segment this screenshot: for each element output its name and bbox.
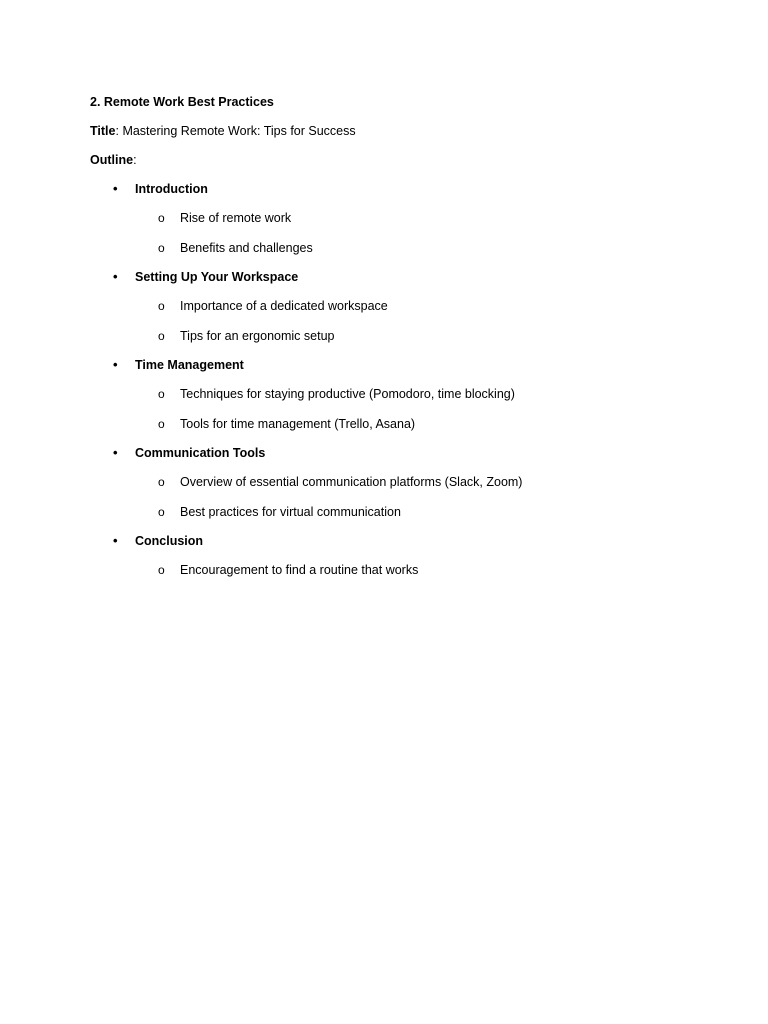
list-item (135, 473, 690, 503)
outline-section-introduction (90, 180, 690, 268)
outline-section-conclusion (90, 532, 690, 591)
title-line (90, 122, 690, 151)
sub-bullet-icon: o (158, 563, 165, 577)
outline-line (90, 151, 690, 180)
sub-bullet-icon: o (158, 387, 165, 401)
sub-bullet-icon: o (158, 416, 165, 431)
section-label: Communication Tools (135, 446, 266, 460)
list-item-text: Best practices for virtual communication (180, 504, 401, 519)
list-item-text: Tools for time management (Trello, Asana) (180, 416, 416, 431)
outline-section-communication-tools (90, 444, 690, 532)
bullet-icon: • (113, 445, 118, 460)
list-item-text: Benefits and challenges (180, 240, 313, 255)
bullet-icon: • (113, 181, 118, 196)
sub-bullet-icon: o (158, 475, 165, 489)
list-item (135, 385, 690, 415)
sub-list (135, 209, 690, 268)
list-item (135, 209, 690, 239)
sub-bullet-icon: o (158, 504, 165, 519)
section-label: Conclusion (135, 534, 204, 548)
list-item (135, 503, 690, 533)
section-label: Setting Up Your Workspace (135, 270, 299, 284)
list-item-text: Techniques for staying productive (Pomodoro, time blocking) (180, 387, 515, 401)
sub-bullet-icon: o (158, 299, 165, 313)
bullet-icon: • (113, 269, 118, 284)
outline-label: Outline (90, 153, 134, 167)
list-item-text: Overview of essential communication platforms (Slack, Zoom) (180, 475, 523, 489)
sub-bullet-icon: o (158, 240, 165, 255)
sub-list (135, 297, 690, 356)
title-value: Mastering Remote Work: Tips for Success (118, 124, 356, 138)
list-item (135, 561, 690, 591)
sub-bullet-icon: o (158, 211, 165, 225)
section-heading: 2. Remote Work Best Practices (90, 95, 274, 109)
list-item-text: Encouragement to find a routine that works (180, 563, 419, 577)
list-item-text: Tips for an ergonomic setup (180, 328, 335, 343)
document-page (90, 93, 690, 591)
section-label: Time Management (135, 358, 244, 372)
list-item-text: Importance of a dedicated workspace (180, 299, 388, 313)
list-item (135, 239, 690, 269)
outline-section-time-management (90, 356, 690, 444)
list-item (135, 297, 690, 327)
title-separator: : (115, 124, 119, 138)
list-item (135, 415, 690, 445)
list-item (135, 327, 690, 357)
outline-section-workspace (90, 268, 690, 356)
sub-bullet-icon: o (158, 328, 165, 343)
outline-separator: : (133, 153, 137, 167)
bullet-icon: • (113, 533, 118, 548)
outline-list (90, 180, 690, 591)
sub-list (135, 385, 690, 444)
section-label: Introduction (135, 182, 208, 196)
sub-list (135, 561, 690, 591)
title-label: Title (90, 124, 116, 138)
sub-list (135, 473, 690, 532)
bullet-icon: • (113, 357, 118, 372)
list-item-text: Rise of remote work (180, 211, 292, 225)
